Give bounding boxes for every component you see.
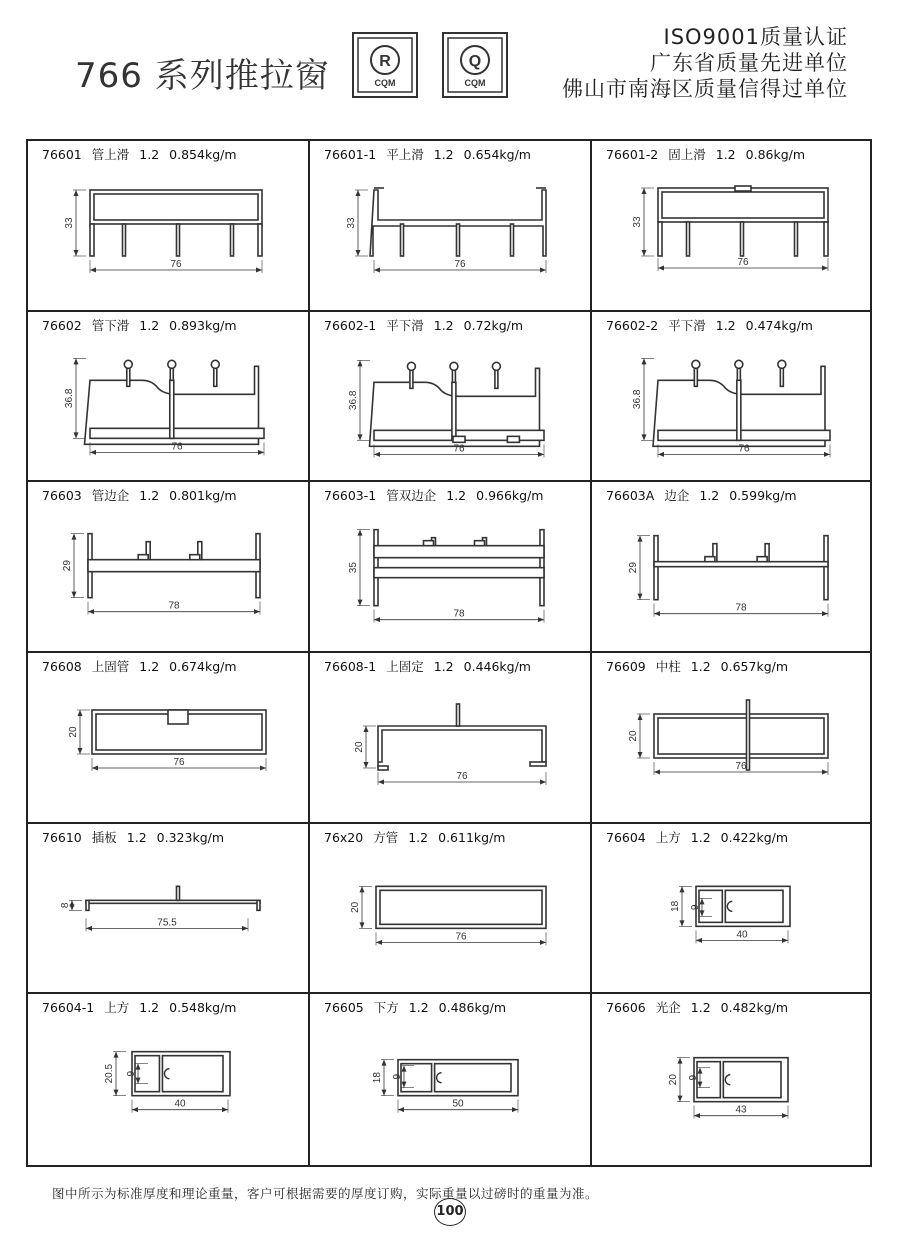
profile-code: 76601 [42, 147, 82, 162]
profile-shape [92, 710, 266, 754]
profile-weight: 0.72kg/m [463, 317, 524, 333]
height-label: 33 [64, 217, 75, 229]
profile-shape [654, 536, 828, 600]
width-dimension [376, 931, 546, 945]
profile-shape [86, 886, 260, 910]
profile-cell [28, 312, 310, 483]
width-dimension [398, 1099, 518, 1113]
profile-thickness: 1.2 [715, 147, 736, 162]
profile-code: 76602-1 [324, 317, 377, 333]
profile-thickness: 1.2 [433, 147, 454, 162]
profile-name: 上固管 [91, 659, 130, 674]
width-label: 76 [454, 259, 466, 270]
profile-thickness: 1.2 [690, 1000, 711, 1016]
profile-drawing [592, 824, 870, 993]
profile-cell [592, 824, 870, 995]
profile-shape [378, 704, 546, 770]
profile-drawing [28, 824, 308, 993]
cert-line: ISO9001质量认证 [663, 25, 848, 49]
profile-weight: 0.893kg/m [169, 317, 237, 333]
profile-name: 平下滑 [386, 317, 424, 333]
profile-cell [310, 824, 592, 995]
profile-name: 上固定 [386, 659, 424, 674]
height-dimension [68, 710, 90, 754]
profile-shape [376, 886, 546, 928]
profile-cell [592, 653, 870, 824]
width-label: 75.5 [157, 917, 177, 928]
profile-weight: 0.854kg/m [169, 147, 237, 162]
profile-name: 管边企 [91, 488, 130, 504]
profile-cell [28, 653, 310, 824]
profile-thickness: 1.2 [699, 488, 720, 504]
profile-thickness: 1.2 [139, 1000, 160, 1016]
profile-thickness: 1.2 [433, 659, 454, 674]
profile-shape [132, 1052, 230, 1096]
profile-shape [654, 700, 828, 770]
profile-weight: 0.801kg/m [169, 488, 237, 504]
q-cqm-certification-logo [442, 32, 508, 98]
profile-drawing [28, 994, 308, 1165]
width-label: 40 [174, 1099, 186, 1110]
width-label: 78 [168, 601, 180, 612]
height-label: 36.8 [348, 390, 359, 410]
profile-thickness: 1.2 [139, 488, 160, 504]
height-dimension [60, 900, 82, 910]
height-dimension [670, 886, 692, 926]
r-cqm-certification-logo [352, 32, 418, 98]
height-dimension [64, 190, 86, 256]
profile-cell [592, 312, 870, 483]
height-dimension [632, 188, 654, 256]
profile-drawing [28, 653, 308, 822]
width-dimension [374, 259, 546, 273]
height-label: 9 [688, 1075, 699, 1081]
profile-thickness: 1.2 [690, 829, 711, 845]
profile-shape [696, 886, 790, 926]
profile-cell [28, 482, 310, 653]
height-label: 20 [68, 726, 79, 738]
profile-drawing [592, 653, 870, 822]
profile-cell [310, 653, 592, 824]
profile-name: 光企 [655, 1000, 681, 1016]
width-dimension [654, 603, 828, 617]
width-label: 43 [735, 1105, 747, 1116]
height-label: 36.8 [632, 389, 643, 409]
width-dimension [696, 929, 788, 943]
profile-drawing [592, 994, 870, 1165]
profile-code: 76602 [42, 317, 82, 333]
width-dimension [378, 771, 546, 785]
profile-weight: 0.474kg/m [745, 317, 813, 333]
profile-code: 76603 [42, 488, 82, 504]
profile-cell [592, 141, 870, 312]
cert-line: 佛山市南海区质量信得过单位 [562, 77, 848, 101]
profile-name: 边企 [664, 488, 690, 504]
profile-shape [374, 530, 544, 606]
profile-thickness: 1.2 [139, 659, 160, 674]
profile-code: 76604-1 [42, 1000, 95, 1016]
profile-drawing [310, 141, 590, 310]
logo1-text: CQM [374, 78, 396, 88]
height-dimension [628, 714, 650, 758]
profile-shape [398, 1060, 518, 1096]
profile-cell [28, 824, 310, 995]
height-label: 20.5 [104, 1064, 115, 1084]
profile-code: 76603A [606, 488, 655, 504]
profile-catalog-grid [26, 139, 872, 1167]
height-label: 20 [668, 1074, 679, 1086]
profile-weight: 0.486kg/m [438, 1000, 507, 1016]
cert-line: 广东省质量先进单位 [650, 51, 848, 75]
profile-drawing [592, 141, 870, 310]
profile-name: 平上滑 [386, 147, 424, 162]
profile-weight: 0.599kg/m [729, 488, 797, 504]
height-dimension [372, 1060, 394, 1096]
profile-shape [370, 188, 546, 256]
height-dimension [354, 726, 376, 768]
logo1-letter: R [379, 53, 391, 70]
profile-name: 中柱 [655, 659, 681, 674]
height-label: 9 [392, 1074, 403, 1080]
width-dimension [654, 761, 828, 775]
profile-thickness: 1.2 [139, 317, 160, 333]
profile-shape [85, 360, 265, 444]
profile-drawing [310, 653, 590, 822]
height-label: 35 [348, 562, 359, 574]
profile-code: 76610 [42, 829, 82, 845]
profile-name: 下方 [373, 1000, 399, 1016]
profile-code: 76x20 [324, 829, 364, 845]
height-dimension [632, 358, 654, 440]
certifications [562, 24, 848, 102]
width-dimension [92, 757, 266, 771]
profile-code: 76602-2 [606, 317, 659, 333]
profile-weight: 0.86kg/m [745, 147, 806, 162]
profile-cell [592, 994, 870, 1165]
height-label: 36.8 [64, 388, 75, 408]
width-label: 76 [455, 931, 467, 942]
profile-cell [310, 312, 592, 483]
height-dimension [62, 534, 84, 598]
width-label: 76 [456, 771, 468, 782]
width-dimension [694, 1105, 788, 1119]
height-label: 33 [346, 217, 357, 229]
profile-drawing [310, 482, 590, 651]
height-label: 20 [628, 730, 639, 742]
page-number: 100 [434, 1198, 466, 1226]
height-dimension [346, 190, 368, 256]
profile-code: 76604 [606, 829, 646, 845]
profile-code: 76601-2 [606, 147, 659, 162]
profile-code: 76601-1 [324, 147, 377, 162]
profile-drawing [310, 994, 590, 1165]
profile-drawing [310, 824, 590, 993]
height-label: 18 [670, 900, 681, 912]
profile-cell [592, 482, 870, 653]
height-dimension [668, 1058, 690, 1102]
profile-name: 方管 [373, 829, 399, 845]
profile-weight: 0.654kg/m [463, 147, 531, 162]
profile-name: 上方 [655, 829, 681, 845]
profile-weight: 0.422kg/m [720, 829, 789, 845]
profile-code: 76608 [42, 659, 82, 674]
profile-code: 76605 [324, 1000, 364, 1016]
page-title: 766 系列推拉窗 [75, 56, 330, 96]
profile-name: 管下滑 [91, 317, 130, 333]
width-label: 50 [452, 1099, 464, 1110]
width-dimension [132, 1099, 228, 1113]
profile-thickness: 1.2 [139, 147, 160, 162]
profile-shape [658, 186, 828, 256]
profile-thickness: 1.2 [126, 829, 147, 845]
profile-name: 插板 [91, 829, 117, 845]
height-label: 20 [350, 901, 361, 913]
width-label: 40 [736, 929, 748, 940]
height-dimension [348, 530, 370, 606]
height-dimension [64, 358, 86, 438]
height-label: 29 [62, 560, 73, 572]
height-dimension [350, 886, 372, 928]
profile-drawing [28, 141, 308, 310]
width-label: 76 [738, 443, 750, 454]
profile-shape [653, 360, 830, 446]
profile-code: 76603-1 [324, 488, 377, 504]
logo2-letter: Q [468, 53, 482, 70]
width-label: 76 [173, 757, 185, 768]
height-dimension [104, 1052, 126, 1096]
profile-cell [28, 141, 310, 312]
profile-drawing [592, 482, 870, 651]
height-label: 20 [354, 741, 365, 753]
width-label: 78 [453, 609, 465, 620]
profile-shape [694, 1058, 788, 1102]
height-label: 9 [126, 1071, 137, 1077]
width-label: 78 [735, 603, 747, 614]
profile-name: 管双边企 [386, 488, 437, 504]
profile-code: 76609 [606, 659, 646, 674]
profile-weight: 0.482kg/m [720, 1000, 789, 1016]
profile-weight: 0.548kg/m [169, 1000, 237, 1016]
profile-thickness: 1.2 [408, 829, 429, 845]
width-label: 76 [453, 443, 465, 454]
profile-cell [28, 994, 310, 1165]
profile-thickness: 1.2 [408, 1000, 429, 1016]
height-label: 29 [628, 562, 639, 574]
profile-weight: 0.611kg/m [438, 829, 506, 845]
height-label: 33 [632, 216, 643, 228]
width-dimension [88, 601, 260, 615]
profile-drawing [28, 312, 308, 481]
profile-drawing [592, 312, 870, 481]
profile-cell [310, 482, 592, 653]
width-dimension [658, 257, 828, 271]
profile-name: 平下滑 [668, 317, 706, 333]
profile-code: 76606 [606, 1000, 646, 1016]
width-dimension [86, 917, 248, 931]
profile-thickness: 1.2 [690, 659, 711, 674]
profile-thickness: 1.2 [715, 317, 736, 333]
profile-shape [90, 190, 262, 256]
profile-weight: 0.446kg/m [463, 659, 531, 674]
profile-drawing [310, 312, 590, 481]
height-dimension [348, 360, 370, 440]
width-label: 76 [737, 257, 749, 268]
profile-shape [88, 534, 260, 598]
profile-weight: 0.323kg/m [156, 829, 225, 845]
width-label: 76 [171, 441, 183, 452]
profile-cell [310, 994, 592, 1165]
width-dimension [90, 259, 262, 273]
profile-weight: 0.657kg/m [720, 659, 789, 674]
height-label: 9 [690, 904, 701, 910]
profile-shape [370, 362, 545, 446]
profile-weight: 0.966kg/m [476, 488, 544, 504]
height-label: 8 [60, 902, 71, 908]
width-label: 76 [735, 761, 747, 772]
width-dimension [374, 609, 544, 623]
height-dimension [628, 536, 650, 600]
profile-thickness: 1.2 [433, 317, 454, 333]
width-label: 76 [170, 259, 182, 270]
profile-code: 76608-1 [324, 659, 377, 674]
profile-cell [310, 141, 592, 312]
profile-name: 管上滑 [91, 147, 130, 162]
footer-note: 图中所示为标准厚度和理论重量，客户可根据需要的厚度订购，实际重量以过磅时的重量为准。 [52, 1186, 599, 1201]
profile-name: 固上滑 [668, 147, 706, 162]
logo2-text: CQM [464, 78, 486, 88]
height-label: 18 [372, 1072, 383, 1084]
profile-weight: 0.674kg/m [169, 659, 237, 674]
profile-name: 上方 [104, 1000, 130, 1016]
profile-thickness: 1.2 [446, 488, 467, 504]
profile-drawing [28, 482, 308, 651]
